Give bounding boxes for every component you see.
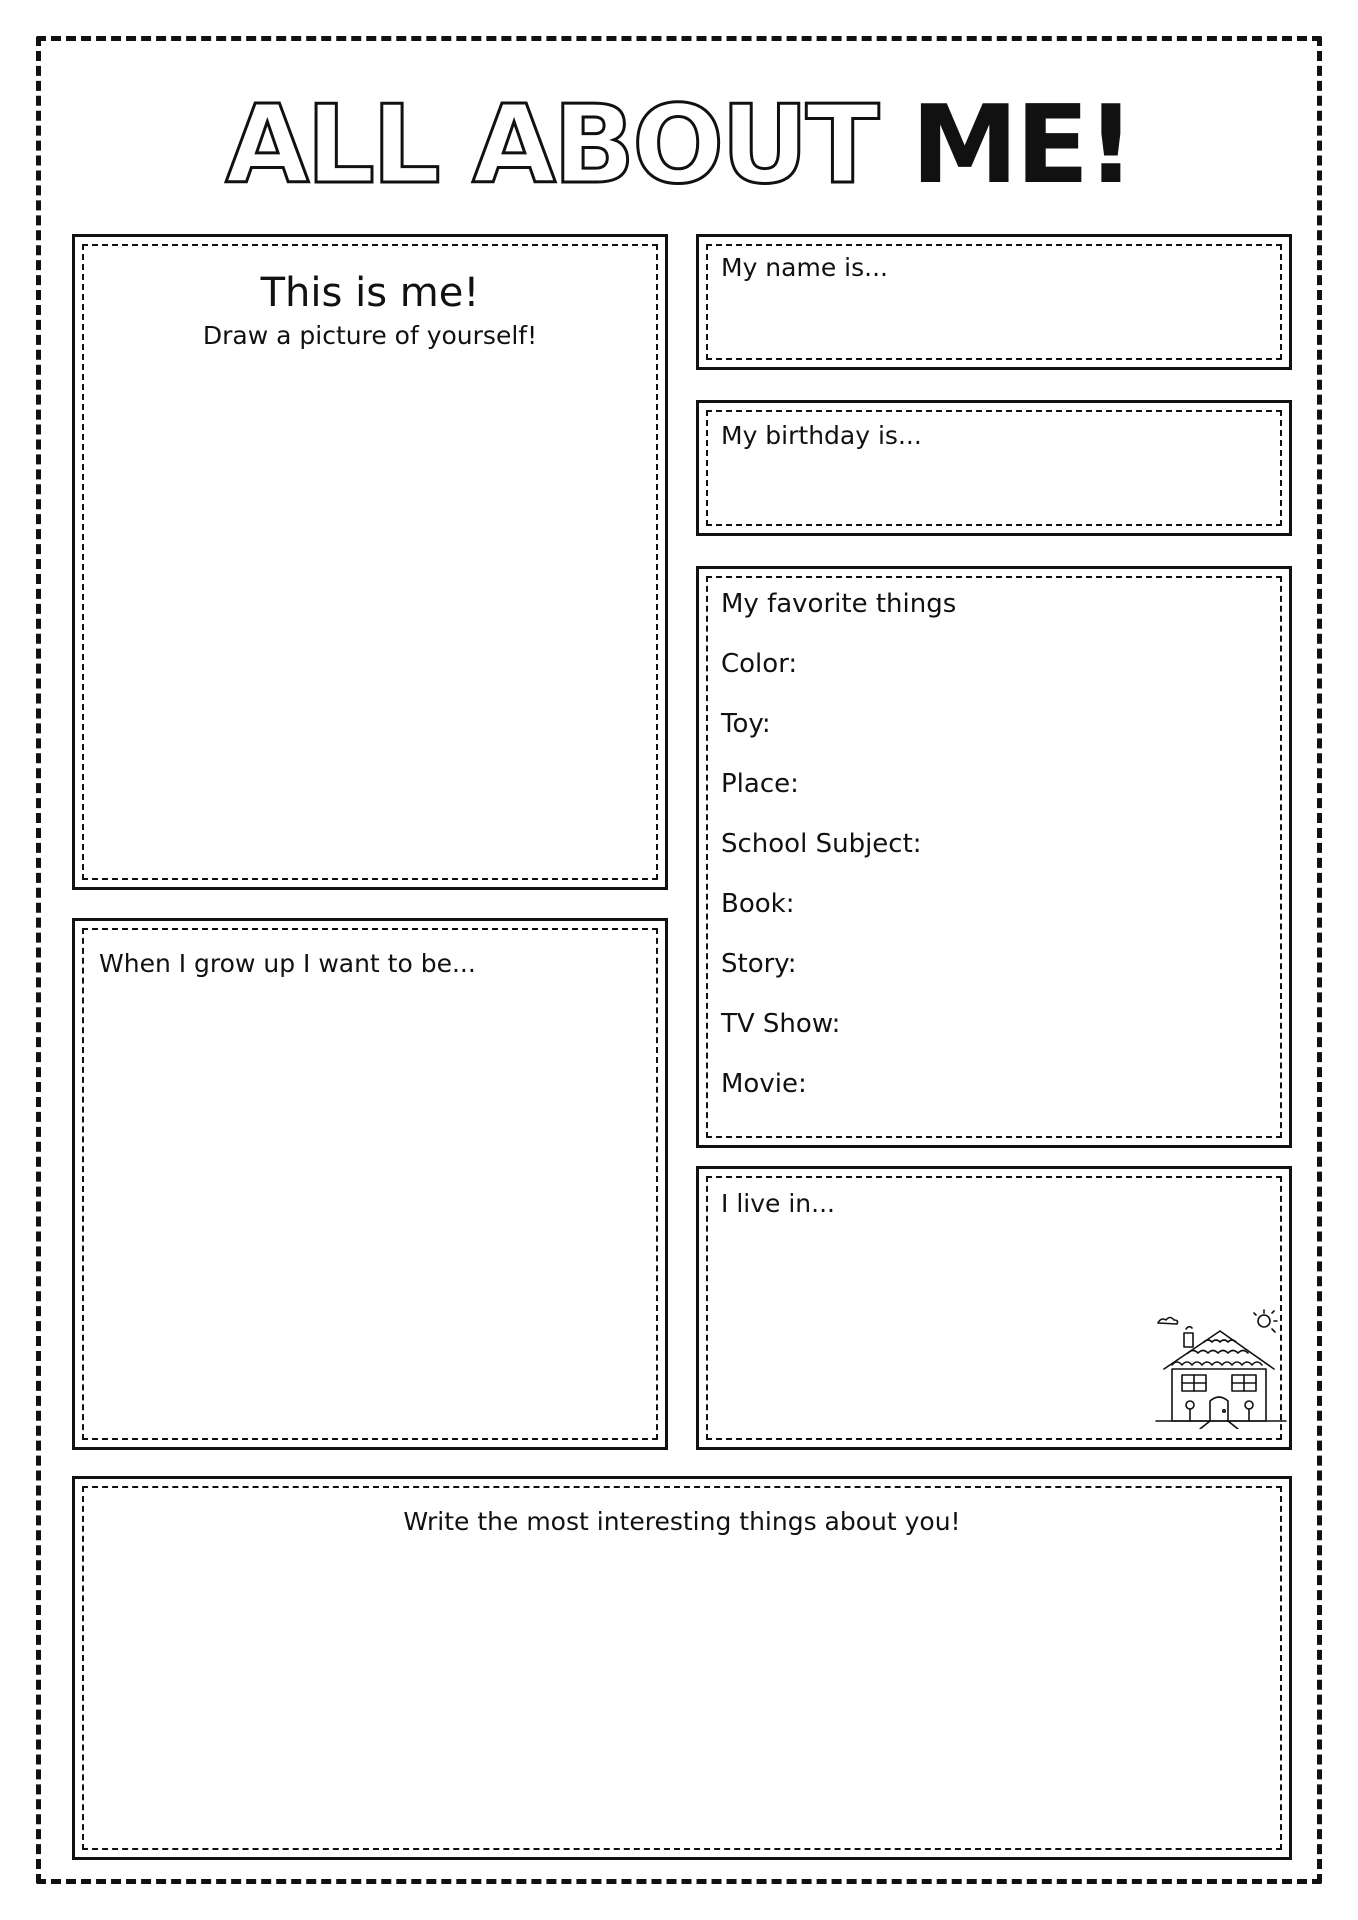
favorites-heading: My favorite things <box>721 589 957 619</box>
portrait-heading: This is me! <box>260 270 480 316</box>
favorite-color: Color: <box>721 649 798 679</box>
grow-up-label: When I grow up I want to be... <box>99 949 476 978</box>
live-in-box[interactable] <box>696 1166 1292 1450</box>
page-title <box>0 83 1358 208</box>
house-icon <box>1154 1309 1289 1429</box>
favorite-tv-show: TV Show: <box>721 1009 841 1039</box>
birthday-box[interactable] <box>696 400 1292 536</box>
favorite-book: Book: <box>721 889 795 919</box>
favorite-school-subject: School Subject: <box>721 829 922 859</box>
favorites-list <box>721 589 956 1129</box>
title-solid-text: ME! <box>910 83 1133 208</box>
grow-up-box[interactable] <box>72 918 668 1450</box>
birthday-label: My birthday is... <box>721 421 922 450</box>
portrait-box[interactable] <box>72 234 668 890</box>
grow-up-box-border <box>82 928 658 1440</box>
name-box[interactable] <box>696 234 1292 370</box>
favorite-toy: Toy: <box>721 709 771 739</box>
interesting-box[interactable] <box>72 1476 1292 1860</box>
interesting-box-border <box>82 1486 1282 1850</box>
live-in-label: I live in... <box>721 1189 835 1218</box>
interesting-label: Write the most interesting things about you! <box>403 1507 961 1536</box>
favorite-place: Place: <box>721 769 799 799</box>
portrait-subheading: Draw a picture of yourself! <box>202 321 538 350</box>
title-outline-text: ALL ABOUT <box>225 83 911 208</box>
favorite-movie: Movie: <box>721 1069 807 1099</box>
favorites-box[interactable] <box>696 566 1292 1148</box>
name-label: My name is... <box>721 253 888 282</box>
favorite-story: Story: <box>721 949 797 979</box>
